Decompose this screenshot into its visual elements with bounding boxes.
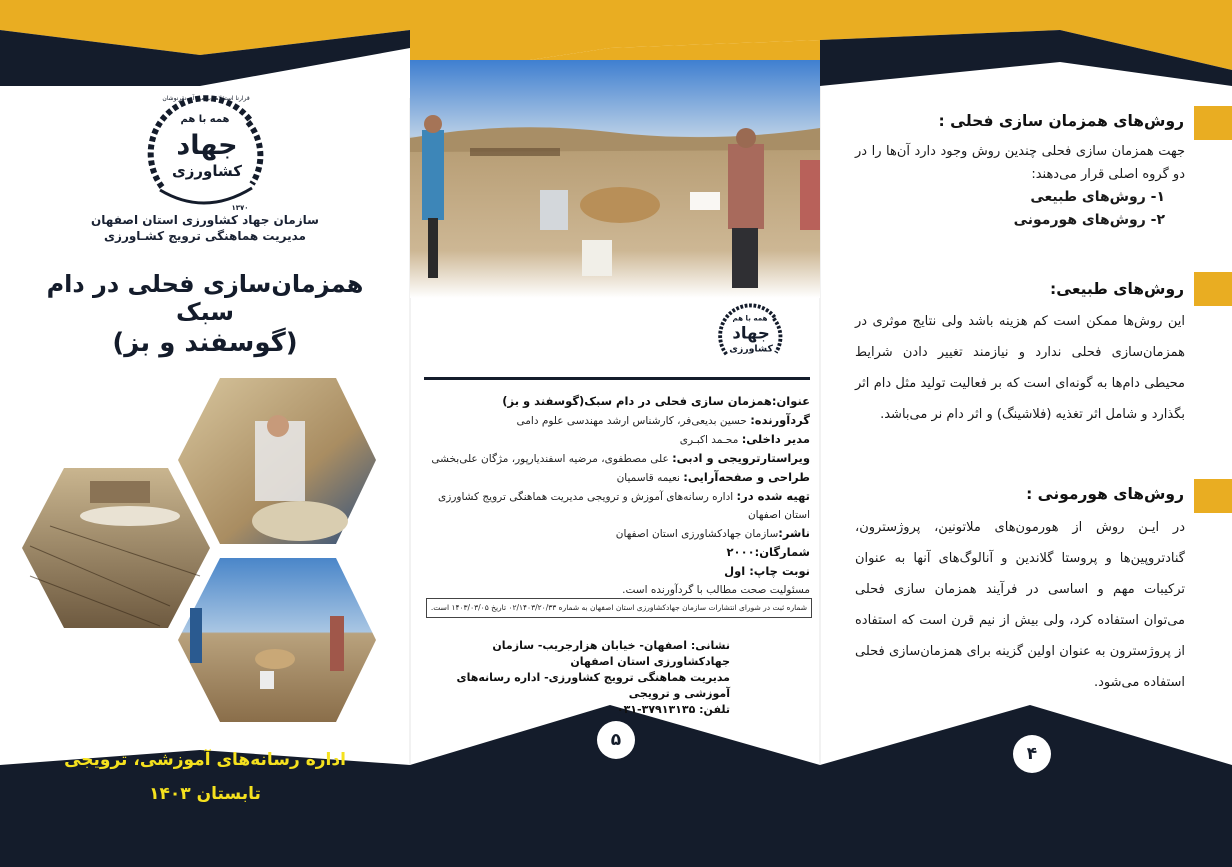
credit-row [426, 581, 810, 599]
credit-value: محـمد اکبـری [679, 434, 742, 446]
logo-slogan: همه با هم [180, 114, 230, 125]
section-paragraph-methods [855, 140, 1185, 232]
jahad-logo [140, 92, 270, 212]
cover-footer-date: تابستان ۱۴۰۳ [149, 784, 261, 804]
credit-row [426, 562, 810, 581]
section-paragraph-hormonal: در ایـن روش از هورمون‌های ملاتونین، پروژسترون، گنادتروپین‌ها و پروستا گلاندین و آنالوگ‌های آنها به عنوان ترکیبات مهم و اساسی در فرآیند همزمان سازی فحلی می‌توان استفاده کرد، ولی بیش از نیم قرن است که استفاده از پروژسترون به عنوان اولین گزینه برای همزمان‌سازی فحلی استفاده می‌شود. [855, 520, 1185, 690]
small-logo-word-jahad: جهاد [732, 323, 770, 343]
section-heading-natural: روش‌های طبیعی: [1050, 280, 1184, 298]
credit-value: علی مصطفوی، مرضیه اسفندیارپور، مژگان علی‌بخشی [431, 453, 673, 465]
credit-label: ناشر: [778, 526, 810, 540]
credits-block [426, 392, 810, 599]
address-line: مدیریت هماهنگی ترویج کشاورزی- اداره رسانه‌های آموزشی و ترویجی [456, 671, 730, 700]
credit-row [426, 449, 810, 468]
address-line: نشانی: اصفهان- خیابان هزارجریب- سازمان جهادکشاورزی استان اصفهان [492, 639, 730, 668]
section-tab [1194, 106, 1232, 140]
small-logo-slogan: همه با هم [732, 313, 768, 323]
credits-divider [424, 377, 810, 380]
section-tab [1194, 272, 1232, 306]
credit-label: شمارگان: [754, 545, 810, 559]
logo-year: ۱۳۷۰ [231, 204, 249, 212]
page-number-5: ۵ [597, 721, 635, 759]
credit-label: نوبت چاپ: [749, 564, 810, 578]
cover-footer-office: اداره رسانه‌های آموزشی، ترویجی [64, 750, 346, 770]
registration-box: شماره ثبت در شورای انتشارات سازمان جهادکشاورزی استان اصفهان به شماره ۰۲/۱۴۰۳/۲۰/۳۳ تاریخ ۱۴۰۳/۰۳/۰۵ است. [426, 598, 812, 618]
jahad-logo-small [714, 302, 786, 368]
page-number-4: ۴ [1013, 735, 1051, 773]
credit-label: طراحی و صفحه‌آرایی: [683, 470, 810, 484]
credit-value: سازمان جهادکشاورزی استان اصفهان [615, 528, 779, 540]
phone-line: تلفن: ۳۷۹۱۳۱۳۵-۰۳۱ [616, 703, 730, 716]
credit-row [426, 487, 810, 524]
cover-subtitle: (گوسفند و بز) [112, 328, 298, 358]
credit-row [426, 543, 810, 562]
credit-label: تهیه شده در: [736, 489, 810, 503]
section-paragraph-natural: این روش‌ها ممکن است کم هزینه باشد ولی نتایج موثری در همزمان‌سازی فحلی ندارد و نیازمند تغییر دادن شرایط محیطی دام‌ها به گونه‌ای است که بر فعالیت تولید مثل دام اثر بگذارد و شامل اثر تغذیه (فلاشینگ) و اثر دام نر می‌باشد. [855, 314, 1185, 422]
credit-row [426, 430, 810, 449]
credit-label: گردآورنده: [750, 413, 810, 427]
methods-item-hormonal: ۲- روش‌های هورمونی [1013, 212, 1165, 228]
credit-value: مسئولیت صحت مطالب با گردآورنده است. [622, 584, 810, 596]
hexagon-photos [20, 376, 390, 724]
credit-row [426, 411, 810, 430]
logo-word-jahad: جهاد [176, 130, 238, 161]
credit-row [426, 524, 810, 543]
methods-intro: جهت همزمان سازی فحلی چندین روش وجود دارد آن‌ها را در دو گروه اصلی قرار می‌دهند: [855, 144, 1185, 182]
credit-row [426, 392, 810, 411]
credit-value: همزمان سازی فحلی در دام سبک(گوسفند و بز) [502, 394, 772, 408]
photo-field-hexagon [178, 558, 376, 722]
credit-value: نعیمه قاسمیان [616, 472, 684, 484]
credit-row [426, 468, 810, 487]
logo-word-keshavarzi: کشاورزی [172, 162, 242, 180]
credit-label: مدیر داخلی: [741, 432, 810, 446]
credit-value: اداره رسانه‌های آموزش و ترویجی مدیریت هماهنگی ترویج کشاورزی استان اصفهان [438, 491, 810, 521]
section-tab [1194, 479, 1232, 513]
credit-value: اول [724, 564, 750, 578]
org-department: مدیریت هماهنگی ترویج کشـاورزی [104, 229, 306, 243]
credit-value: حسین بدیعی‌فر، کارشناس ارشد مهندسی علوم دامی [516, 415, 751, 427]
methods-item-natural: ۱- روش‌های طبیعی [1030, 189, 1165, 205]
org-name: سازمان جهاد کشاورزی استان اصفهان [91, 213, 319, 227]
section-heading-methods: روش‌های همزمان سازی فحلی : [938, 112, 1184, 130]
cover-title: همزمان‌سازی فحلی در دام سبک [46, 270, 364, 326]
address-block [430, 638, 730, 718]
field-photo [410, 60, 820, 298]
credit-label: عنوان: [771, 394, 810, 408]
small-logo-word-keshavarzi: کشاورزی [729, 343, 773, 355]
logo-arc-text: قرارنا استقلام ،بوامید آن نقرنوشان [162, 95, 250, 102]
credit-value: ۲۰۰۰ [726, 545, 755, 559]
credit-label: ویراستارترویجی و ادبی: [672, 451, 810, 465]
section-heading-hormonal: روش‌های هورمونی : [1026, 485, 1184, 503]
